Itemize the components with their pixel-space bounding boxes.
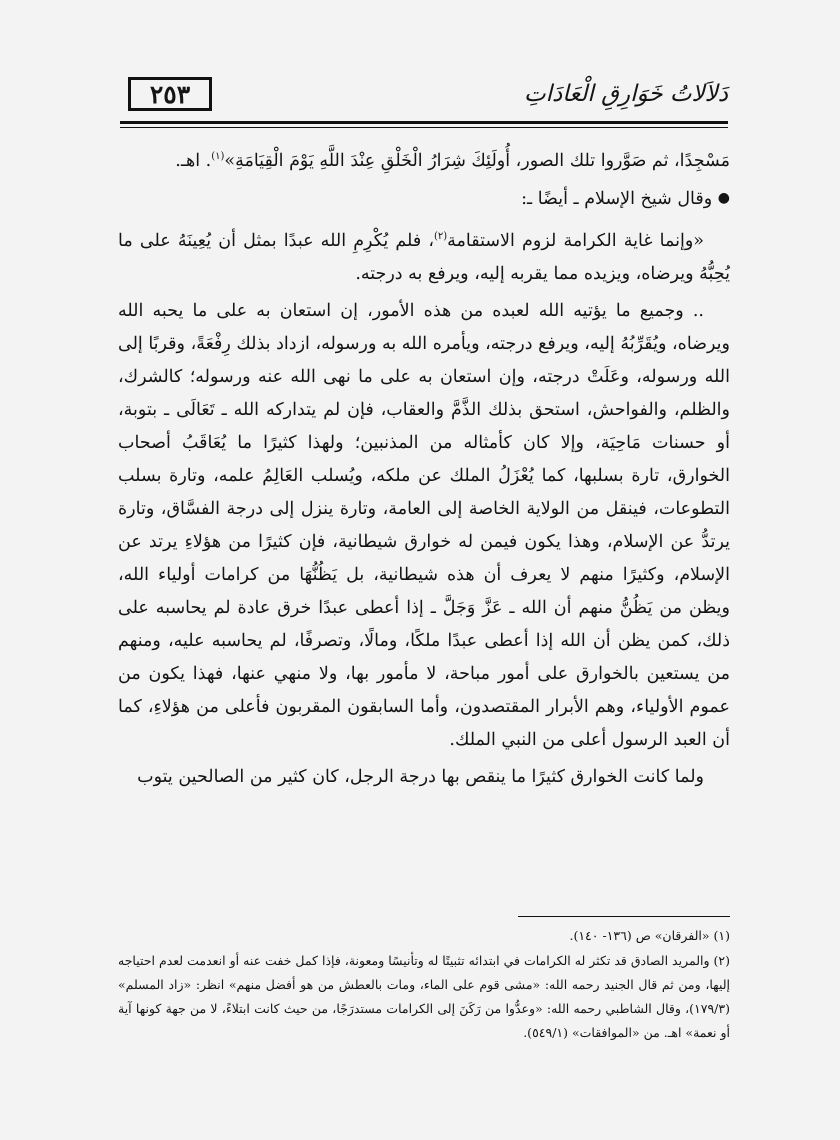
paragraph-1: مَسْجِدًا، ثم صَوَّروا تلك الصور، أُولَئِكَ شِرَارُ الْخَلْقِ عِنْدَ اللَّهِ يَوْمَ الْقِيَامَةِ»$^{(١)}$. اهـ. (175, 150, 730, 171)
footnote-ref-2: (٢) (433, 230, 448, 242)
paragraph-5: ولما كانت الخوارق كثيرًا ما ينقص بها درجة الرجل، كان كثير من الصالحين يتوب (137, 766, 704, 787)
running-title: دَلاَلاتُ خَوَارِقِ الْعَادَاتِ (524, 81, 728, 107)
footnote-2: (٢) والمريد الصادق قد تكثر له الكرامات في ابتدائه تثبيتًا له وتأنيسًا ومعونة، فإذا كمل خفت عنه أو انعدمت لعدم احتياجه إليها، ومن ثم قال الجنيد رحمه الله: «مشى قوم على الماء، ومات بالعطش من هو أفضل منهم» انظر: «زاد المسلم» (١٧٩/٣)، وقال الشاطبي رحمه الله: «وعدُّوا من رَكَنَ إلى الكرامات مستدرَجًا، من حيث كانت ابتلاءً، لا من جهة كونها آية أو نعمة» اهـ. من «الموافقات» (٥٤٩/١). (118, 953, 730, 1040)
page-header (120, 75, 728, 119)
bullet-icon: ● (717, 189, 730, 206)
page-number: ٢٥٣ (128, 77, 212, 111)
paragraph-4: .. وجميع ما يؤتيه الله لعبده من هذه الأمور، إن استعان به على ما يحبه الله ويرضاه، ويُقَرِّبُهُ إليه، ويرفع درجته، ويأمره الله به ورسوله، ازداد بذلك رِفْعَةً، وقربًا إلى الله ورسوله، وعَلَتْ درجته، وإن استعان به على ما نهى الله عنه ورسوله؛ كالشرك، والظلم، والفواحش، استحق بذلك الذَّمَّ والعقاب، فإن لم يتداركه الله ـ تَعَالَى ـ بتوبة، أو حسنات مَاحِيَة، وإلا كان كأمثاله من المذنبين؛ ولهذا كثيرًا ما يُعَاقَبُ أصحاب الخوارق، تارة بسلبها، كما يُعْزَلُ الملك عن ملكه، ويُسلب العَالِمُ علمه، وتارة بسلب التطوعات، فينقل من الولاية الخاصة إلى العامة، وتارة ينزل إلى درجة الفسَّاق، وتارة يرتدُّ عن الإسلام، وهذا يكون فيمن له خوارق شيطانية، فإن كثيرًا من هؤلاءِ يرتد عن الإسلام، وكثيرًا منهم لا يعرف أن هذه شيطانية، بل يَظُنُّهَا من كرامات أولياء الله، ويظن من يَظُنُّ منهم أن الله ـ عَزَّ وَجَلَّ ـ إذا أعطى عبدًا خرق عادة لم يحاسبه على ذلك، كمن يظن أن الله إذا أعطى عبدًا ملكًا، ومالًا، وتصرفًا، لم يحاسبه عليه، ومنهم من يستعين بالخوارق على أمور مباحة، لا مأمور بها، ولا منهي عنها، فهذا يكون من عموم الأولياء، وهم الأبرار المقتصدون، وأما السابقون المقربون فأعلى من هؤلاءِ، كما أن العبد الرسول أعلى من النبي الملك. (117, 300, 730, 750)
footnote-ref-1: (١) (211, 151, 225, 162)
footnote-1: (١) «الفرقان» ص (١٣٦- ١٤٠). (569, 928, 730, 943)
footnotes (118, 924, 730, 1046)
body-text (118, 140, 730, 794)
header-rule-thin (120, 127, 728, 128)
paragraph-3: «وإنما غاية الكرامة لزوم الاستقامة$^{(٢)}$، فلم يُكْرِمِ الله عبدًا بمثل أن يُعِينَهُ على ما يُحِبُّهُ ويرضاه، ويزيده مما يقربه إليه، ويرفع به درجته. (118, 230, 730, 284)
footnote-rule (518, 916, 730, 917)
header-rule-thick (120, 121, 728, 124)
paragraph-2: ● وقال شيخ الإسلام ـ أيضًا ـ: (521, 188, 730, 209)
